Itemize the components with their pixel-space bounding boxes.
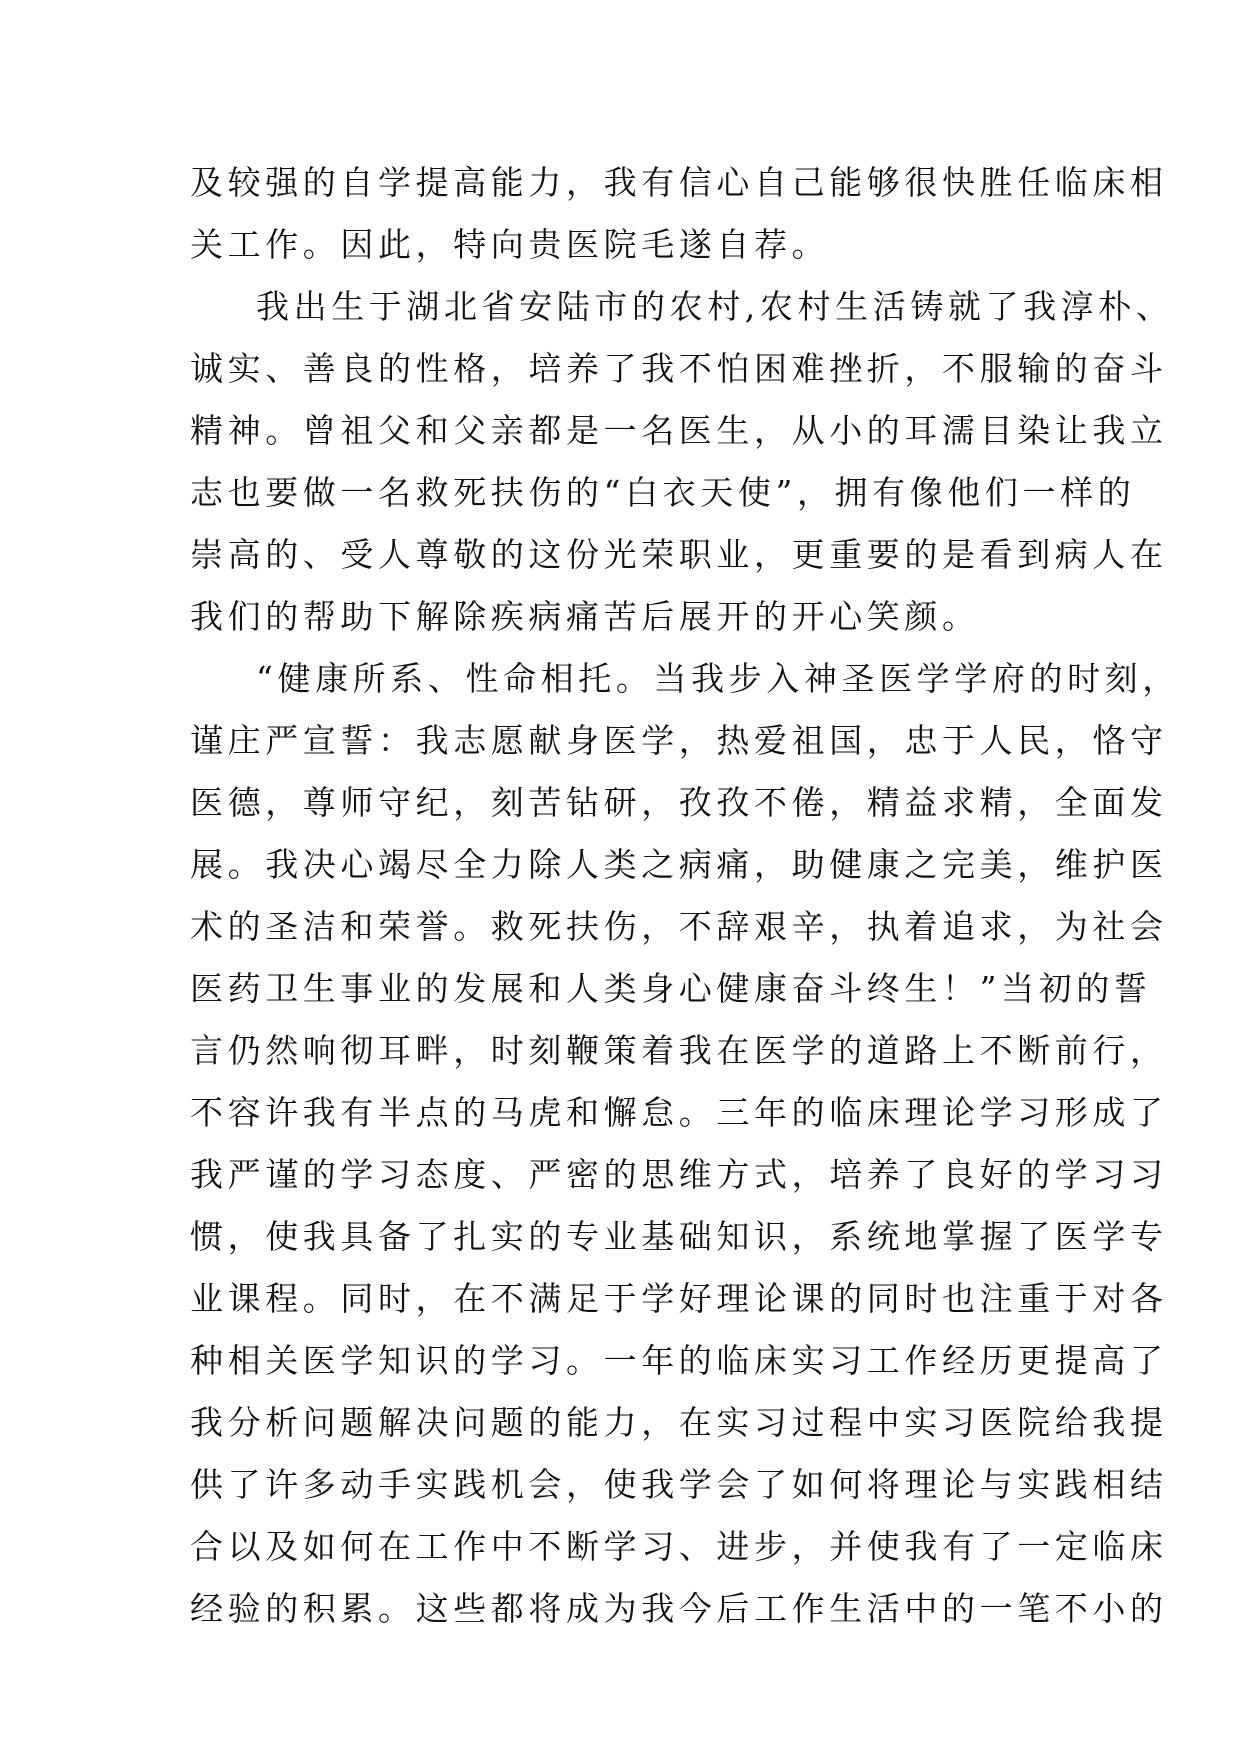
text-line: 崇高的、受人尊敬的这份光荣职业，更重要的是看到病人在 <box>190 535 1168 574</box>
text-line: 种相关医学知识的学习。一年的临床实习工作经历更提高了 <box>190 1341 1168 1380</box>
text-line: 展。我决心竭尽全力除人类之病痛，助健康之完美，维护医 <box>190 845 1168 884</box>
text-line: 惯，使我具备了扎实的专业基础知识，系统地掌握了医学专 <box>190 1217 1168 1256</box>
text-line: 供了许多动手实践机会，使我学会了如何将理论与实践相结 <box>190 1465 1168 1504</box>
text-line: 我出生于湖北省安陆市的农村,农村生活铸就了我淳朴、 <box>256 287 1174 326</box>
text-line: 经验的积累。这些都将成为我今后工作生活中的一笔不小的 <box>190 1589 1168 1628</box>
text-line: 医德，尊师守纪，刻苦钻研，孜孜不倦，精益求精，全面发 <box>190 783 1168 822</box>
text-line: 我严谨的学习态度、严密的思维方式，培养了良好的学习习 <box>190 1155 1168 1194</box>
text-line: 我分析问题解决问题的能力，在实习过程中实习医院给我提 <box>190 1403 1168 1442</box>
text-line: 术的圣洁和荣誉。救死扶伤，不辞艰辛，执着追求，为社会 <box>190 907 1168 946</box>
text-line: 谨庄严宣誓：我志愿献身医学，热爱祖国，忠于人民，恪守 <box>190 721 1168 760</box>
text-line: 关工作。因此，特向贵医院毛遂自荐。 <box>190 225 830 264</box>
text-line: 志也要做一名救死扶伤的“白衣天使”，拥有像他们一样的 <box>190 473 1136 512</box>
text-line: 精神。曾祖父和父亲都是一名医生，从小的耳濡目染让我立 <box>190 411 1168 450</box>
text-line: 业课程。同时，在不满足于学好理论课的同时也注重于对各 <box>190 1279 1168 1318</box>
text-line: 医药卫生事业的发展和人类身心健康奋斗终生！”当初的誓 <box>190 969 1152 1008</box>
text-line: 言仍然响彻耳畔，时刻鞭策着我在医学的道路上不断前行， <box>190 1031 1168 1070</box>
text-line: “健康所系、性命相托。当我步入神圣医学学府的时刻， <box>256 659 1180 698</box>
text-line: 及较强的自学提高能力，我有信心自己能够很快胜任临床相 <box>190 163 1168 202</box>
body-text <box>190 152 1180 1640</box>
text-line: 合以及如何在工作中不断学习、进步，并使我有了一定临床 <box>190 1527 1168 1566</box>
text-line: 诚实、善良的性格，培养了我不怕困难挫折，不服输的奋斗 <box>190 349 1168 388</box>
text-line: 我们的帮助下解除疾病痛苦后展开的开心笑颜。 <box>190 597 980 636</box>
text-line: 不容许我有半点的马虎和懈怠。三年的临床理论学习形成了 <box>190 1093 1168 1132</box>
